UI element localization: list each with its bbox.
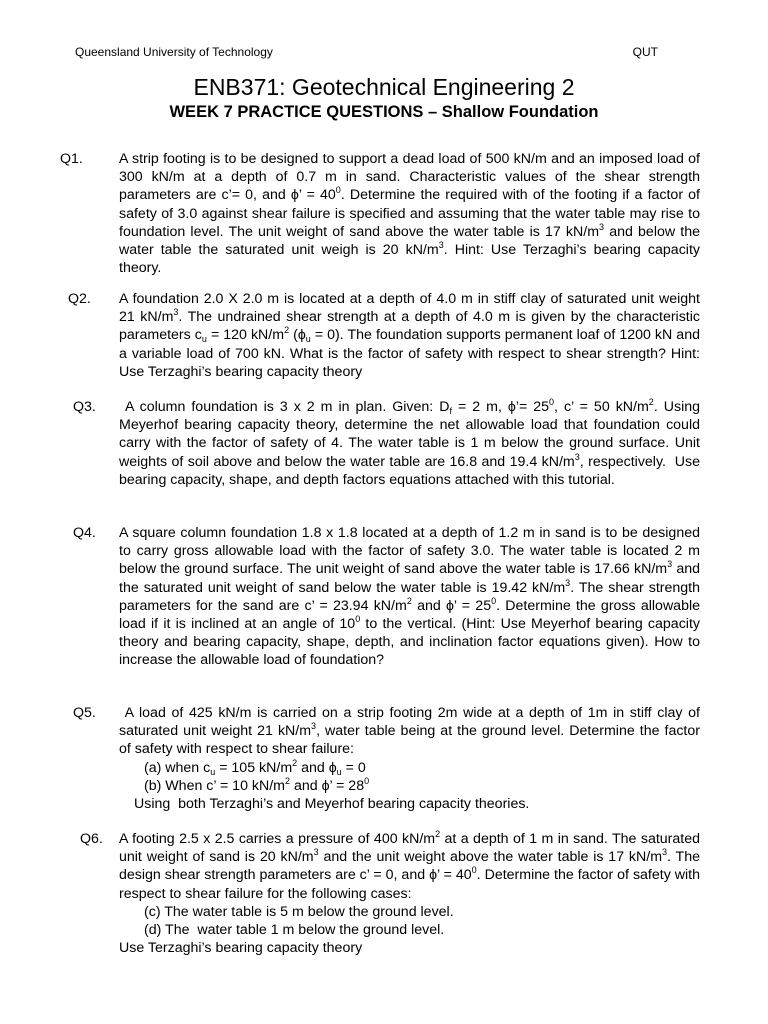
question-text: A load of 425 kN/m is carried on a strip footing 2m wide at a depth of 1m in stiff clay of saturated unit weight 21 $kN/m^3$, water table being at the ground level. Determine the factor of safety with respect to shear failure: (a) when $c_u = 105$ $kN/m^2$ and $\phi_u = 0$ (b) When c’ = 10 $kN/m^2$ and ϕ’ = $28^0$ Using both Terzaghi’s and Meyerhof bearing capacity theories. xyxy=(119,705,700,813)
question-2 xyxy=(68,290,700,381)
question-label: Q3. xyxy=(73,399,96,415)
institution-name: Queensland University of Technology xyxy=(75,45,273,59)
question-text: A strip footing is to be designed to support a dead load of 500 kN/m and an imposed load of 300 kN/m at a depth of 0.7 m in sand. Characteristic values of the shear strength parameters are c’= 0, and ϕ’ = $40^0$. Determine the required with of the footing if a factor of safety of 3.0 against shear failure is specified and assuming that the water table may rise to foundation level. The unit weight of sand above the water table is 17 $kN/m^3$ and below the water table the saturated unit weigh is 20 $kN/m^3$. Hint: Use Terzaghi’s bearing capacity theory. xyxy=(119,151,701,277)
question-text: A foundation 2.0 X 2.0 m is located at a depth of 4.0 m in stiff clay of saturated unit weight 21 $kN/m^3$. The undrained shear strength at a depth of 4.0 m is given by the characteristic parameters $c_u = 120$ $kN/m^2$ $(\phi_u = 0)$. The foundation supports permanent loaf of 1200 kN and a variable load of 700 kN. What is the factor of safety with respect to shear strength? Hint: Use Terzaghi’s bearing capacity theory xyxy=(119,291,700,380)
question-text: A column foundation is 3 x 2 m in plan. Given: $D_f = 2$ m, ϕ’= $25^0$, c’ = 50 $kN/m^2$. Using Meyerhof bearing capacity theory, determine the net allowable load that foundation could carry with the factor of safety of 4. The water table is 1 m below the ground surface. Unit weights of soil above and below the water table are 16.8 and 19.4 $kN/m^3$, respectively. Use bearing capacity, shape, and depth factors equations attached with this tutorial. xyxy=(119,397,701,488)
question-text: A footing 2.5 x 2.5 carries a pressure of 400 $kN/m^2$ at a depth of 1 m in sand. The saturated unit weight of sand is 20 $kN/m^3$ and the unit weight above the water table is 17 $kN/m^3$. The design shear strength parameters are c’ = 0, and ϕ’ = $40^0$. Determine the factor of safety with respect to shear failure for the following cases: (c) The water table is 5 m below the ground level. (d) The water table 1 m below the ground level. Use Terzaghi’s bearing capacity theory xyxy=(119,829,701,957)
list-item: (a) when $c_u = 105$ $kN/m^2$ and $\phi_u = 0$ xyxy=(144,757,366,777)
question-3 xyxy=(73,398,700,489)
question-label: Q5. xyxy=(73,705,96,721)
question-1 xyxy=(60,150,700,277)
page-header xyxy=(75,45,658,61)
question-footer: Using both Terzaghi’s and Meyerhof bearing capacity theories. xyxy=(134,796,530,813)
list-item: (c) The water table is 5 m below the ground level. xyxy=(144,903,454,920)
question-5 xyxy=(73,704,700,813)
question-text: A square column foundation 1.8 x 1.8 located at a depth of 1.2 m in sand is to be designed to carry gross allowable load with the factor of safety 3.0. The water table is located 2 m below the ground surface. The unit weight of sand above the water table is 17.66 $kN/m^3$ and the saturated unit weight of sand below the water table is 19.42 $kN/m^3$. The shear strength parameters for the sand are c’ = 23.94 $kN/m^2$ and ϕ’ = $25^0$. Determine the gross allowable load if it is inclined at an angle of $10^0$ to the vertical. (Hint: Use Meyerhof bearing capacity theory and bearing capacity, shape, depth, and inclination factor equations given). How to increase the allowable load of foundation? xyxy=(119,525,701,669)
question-6 xyxy=(80,830,700,957)
list-item: (b) When c’ = 10 $kN/m^2$ and ϕ’ = $28^0$ xyxy=(144,775,370,794)
question-footer: Use Terzaghi’s bearing capacity theory xyxy=(119,940,363,957)
question-label: Q2. xyxy=(68,291,91,307)
list-item: (d) The water table 1 m below the ground level. xyxy=(144,922,445,939)
question-4 xyxy=(73,524,700,670)
institution-abbrev: QUT xyxy=(632,45,658,59)
question-label: Q6. xyxy=(80,831,103,847)
question-label: Q1. xyxy=(60,151,83,167)
page-subtitle: WEEK 7 PRACTICE QUESTIONS – Shallow Foundation xyxy=(169,103,599,121)
course-title: ENB371: Geotechnical Engineering 2 xyxy=(193,74,575,100)
question-label: Q4. xyxy=(73,525,96,541)
